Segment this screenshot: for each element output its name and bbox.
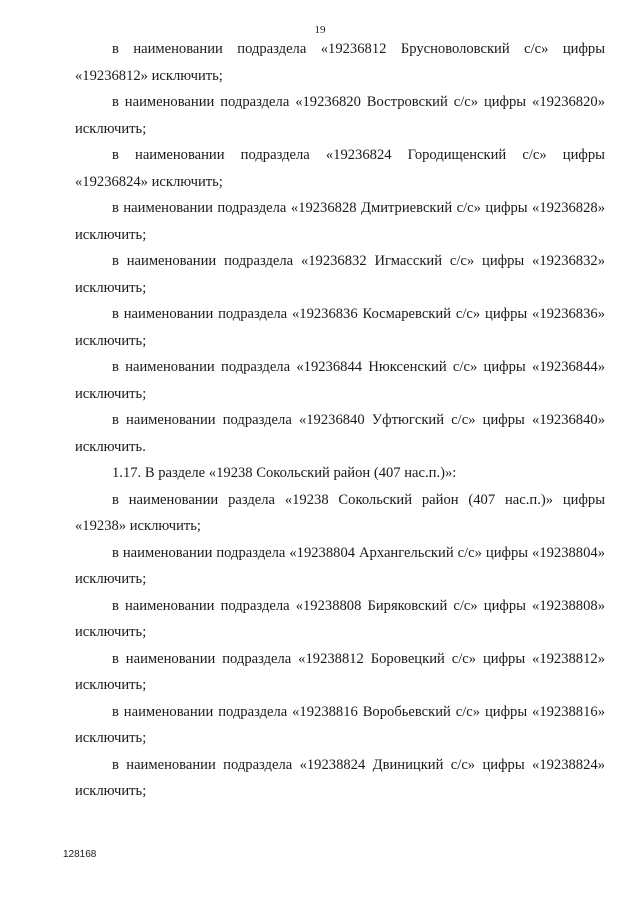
paragraph: в наименовании подраздела «19238816 Воробьевский с/с» цифры «19238816» исключить; xyxy=(75,703,605,746)
section-heading: 1.17. В разделе «19238 Сокольский район (407 нас.п.)»: xyxy=(112,465,457,481)
paragraph: в наименовании подраздела «19238812 Боровецкий с/с» цифры «19238812» исключить; xyxy=(75,650,605,693)
paragraph: в наименовании подраздела «19238824 Двиницкий с/с» цифры «19238824» исключить; xyxy=(75,756,605,799)
document-code: 128168 xyxy=(63,849,97,860)
paragraph: в наименовании подраздела «19236812 Брусноволовский с/с» цифры «19236812» исключить; xyxy=(75,41,605,84)
paragraph: в наименовании подраздела «19238808 Биряковский с/с» цифры «19238808» исключить; xyxy=(75,597,605,640)
paragraph: в наименовании раздела «19238 Сокольский район (407 нас.п.)» цифры «19238» исключить; xyxy=(75,491,605,534)
paragraph: в наименовании подраздела «19236824 Городищенский с/с» цифры «19236824» исключить; xyxy=(75,147,605,190)
paragraph: в наименовании подраздела «19236832 Игмасский с/с» цифры «19236832» исключить; xyxy=(75,253,605,296)
paragraph: в наименовании подраздела «19236828 Дмитриевский с/с» цифры «19236828» исключить; xyxy=(75,200,605,243)
paragraph: в наименовании подраздела «19236844 Нюксенский с/с» цифры «19236844» исключить; xyxy=(75,359,605,402)
paragraph: в наименовании подраздела «19236820 Востровский с/с» цифры «19236820» исключить; xyxy=(75,94,605,137)
paragraph: в наименовании подраздела «19236840 Уфтюгский с/с» цифры «19236840» исключить. xyxy=(75,412,605,455)
paragraph: в наименовании подраздела «19236836 Космаревский с/с» цифры «19236836» исключить; xyxy=(75,306,605,349)
body-text xyxy=(75,36,605,805)
page-number: 19 xyxy=(314,24,326,36)
paragraph: в наименовании подраздела «19238804 Архангельский с/с» цифры «19238804» исключить; xyxy=(75,544,605,587)
